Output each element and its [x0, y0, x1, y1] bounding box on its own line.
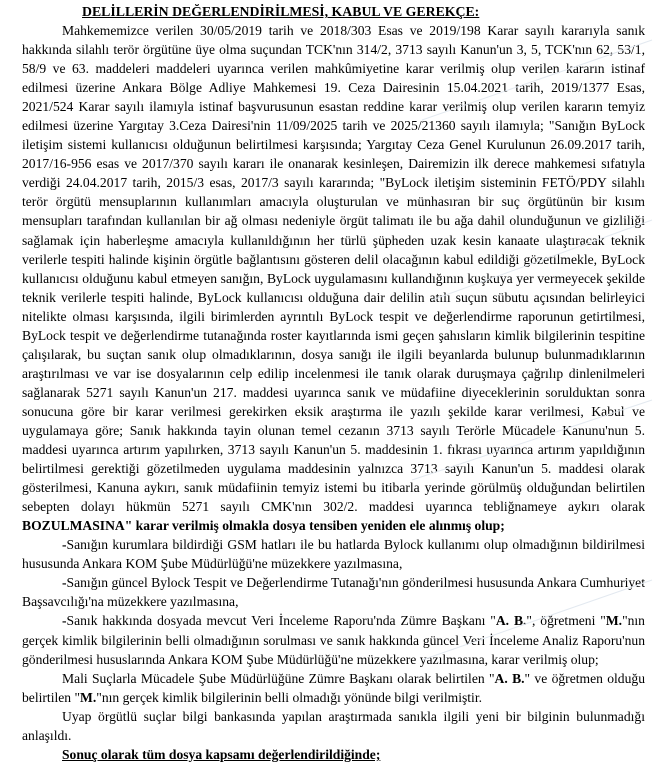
conclusion-heading: Sonuç olarak tüm dosya kapsamı değerlendirildiğinde;	[62, 746, 381, 762]
paragraph-bylock-report-request	[22, 573, 645, 611]
identity-request-text-a: Sanık hakkında dosyada mevcut Veri İnceleme Raporu'nda Zümre Başkanı "	[66, 613, 496, 629]
person-name-ab: A. B.	[495, 613, 527, 629]
person-name-m: M.	[605, 613, 623, 629]
list-dash: -	[62, 575, 67, 591]
identity-request-text-b: ", öğretmeni "	[526, 613, 606, 629]
person-name-ab: A. B.	[494, 670, 525, 686]
paragraph-decision-history	[22, 21, 645, 535]
list-dash: -	[62, 613, 67, 629]
reversal-statement: BOZULMASINA" karar verilmiş olmakla dosya tensiben yeniden ele alınmış olup;	[22, 518, 505, 534]
gsm-request-text: Sanığın kurumlara bildirdiği GSM hatları ile bu hatlarda Bylock kullanımı olup olmadığının bildirilmesi hususunda Ankara KOM Şube Müdürlüğü'ne müzekkere yazılmasına,	[22, 537, 645, 572]
identity-request-text-c: "nın gerçek kimlik bilgilerinin belli olmadığının sorulması ve sanık hakkında güncel Veri İnceleme Analiz Raporu'nun gönderilmesi hususlarında Ankara KOM Şube Müdürlüğü'ne müzekkere yazılmasına, karar verilmiş olup;	[22, 613, 645, 667]
response-text-c: "nın gerçek kimlik bilgilerinin belli olmadığı yönünde bilgi verilmiştir.	[96, 689, 483, 705]
paragraph-financial-crimes-response	[22, 669, 645, 707]
person-name-m: M.	[80, 689, 97, 705]
response-text-a: Mali Suçlarla Mücadele Şube Müdürlüğüne Zümre Başkanı olarak belirtilen "	[62, 670, 495, 686]
paragraph-identity-request	[22, 611, 645, 668]
section-heading: DELİLLERİN DEĞERLENDİRİLMESİ, KABUL VE GEREKÇE:	[82, 4, 480, 19]
paragraph-uyap-search: Uyap örgütlü suçlar bilgi bankasında yapılan araştırmada sanıkla ilgili yeni bir bilginin bulunmadığı anlaşıldı.	[22, 708, 645, 743]
list-dash: -	[62, 537, 67, 553]
response-text-b: " ve öğretmen olduğu belirtilen "	[22, 670, 645, 705]
decision-history-text: Mahkememizce verilen 30/05/2019 tarih ve 2018/303 Esas ve 2019/198 Karar sayılı kararıyla sanık hakkında silahlı terör örgütüne üye olma suçundan TCK'nın 314/2, 3713 sayılı Kanun'un 3, 5, TCK'nın 62, 53/1, 58/9 ve 63. maddeleri maddeleri uyarınca verilen mahkûmiyetine karar verilmiş olup verilen kararın istinaf edilmesi üzerine Ankara Bölge Adliye Mahkemesi 19. Ceza Dairesinin 15.04.2021 tarih, 2019/1377 Esas, 2021/524 Karar sayılı ilamıyla istinaf başvurusunun esastan reddine karar verilmiş olup verilen kararın temyiz edilmesi üzerine Yargıtay 3.Ceza Dairesi'nin 11/09/2025 tarih ve 2025/21360 sayılı ilamıyla; "Sanığın ByLock iletişim sistemi kullanıcısı olduğunun belirtilmesi karşısında; Yargıtay Ceza Genel Kurulunun 26.09.2017 tarih, 2017/16-956 esas ve 2017/370 sayılı kararı ile onanarak kesinleşen, Dairemizin ilk derece mahkemesi sıfatıyla verdiği 24.04.2017 tarih, 2015/3 esas, 2017/3 sayılı kararında; "ByLock iletişim sisteminin FETÖ/PDY silahlı terör örgütü mensuplarının kullanımları amacıyla oluşturulan ve münhasıran bir suç örgütünün bir kısım mensupları tarafından kullanılan bir ağ olması nedeniyle örgüt talimatı ile bu ağa dahil olunduğunun ve gizliliği sağlamak için haberleşme amacıyla kullanıldığının her türlü şüpheden uzak kesin kanaate ulaştıracak teknik verilerle tespiti halinde kişinin örgütle bağlantısını gösteren delil olacağının kabul edildiği gözetilmekle, ByLock kullanıcısı olduğunu kabul etmeyen sanığın, ByLock uygulamasını kullandığının kuşkuya yer vermeyecek şekilde teknik verilerle tespiti halinde, ByLock kullanıcısı olduğuna dair delilin atılı suçun sübutu açısından belirleyici nitelikte olması karşısında, ilgili birimlerden ayrıntılı ByLock tespit ve değerlendirme raporunun getirtilmesi, ByLock tespit ve değerlendirme tutanağında roster kayıtlarında ismi geçen şahısların kimlik bilgilerinin tespitine çalışılarak, bu suçtan sanık olup olmadıklarının, dosya sanığı ile ilgili beyanlarda bulunup bulunmadıklarının araştırılması ve var ise dosyalarının celp edilip incelenmesi ile tanık olarak duruşmaya çağrılıp dinlenilmeleri sağlanarak 5271 sayılı Kanun'un 217. maddesi uyarınca sanık ve müdafiine diyeceklerinin sorulduktan sonra sonucuna göre bir karar verilmesi gerekirken eksik araştırma ile yazılı şekilde karar verilmesi, Kabul ve uygulamaya göre; Sanık hakkında tayin olunan temel cezanın 3713 sayılı Terörle Mücadele Kanunu'nun 5. maddesi uyarınca artırım yapılırken, 3713 sayılı Kanun'un 5. maddesinin 1. fıkrası uyarınca artırım yapıldığının belirtilmesi gerektiği gözetilmeden uygulama maddesinin yalnızca 3713 sayılı Kanun'un 5. maddesi olarak gösterilmesi, Kanuna aykırı, sanık müdafiinin temyiz istemi bu itibarla yerinde görülmüş olduğundan belirtilen sebepten dolayı hükmün 5271 sayılı CMK'nın 302/2. maddesi uyarınca tebliğnameye aykırı olarak	[22, 23, 645, 515]
paragraph-gsm-request	[22, 535, 645, 573]
bylock-report-request-text: Sanığın güncel Bylock Tespit ve Değerlendirme Tutanağı'nın gönderilmesi hususunda Ankara Cumhuriyet Başsavcılığı'na müzekkere yazılmasına,	[22, 575, 645, 610]
